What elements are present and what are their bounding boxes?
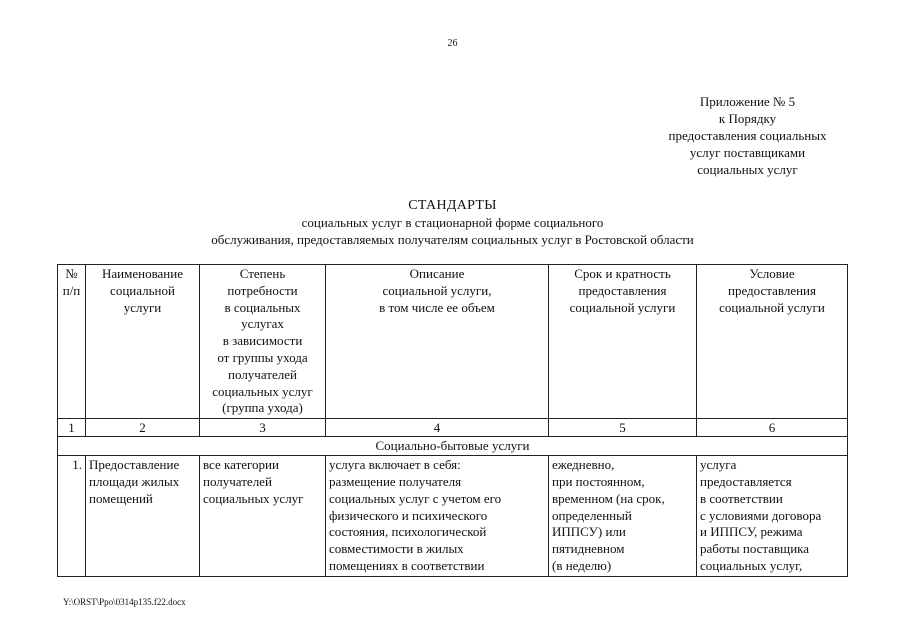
cell-text: площади жилых	[89, 473, 180, 489]
header-text: потребности	[227, 282, 298, 298]
row-service-name	[86, 456, 200, 577]
header-text: Наименование	[102, 266, 183, 281]
column-number: 1	[58, 419, 86, 437]
column-number: 5	[549, 419, 697, 437]
cell-text: предоставляется	[700, 473, 792, 489]
header-text: в том числе ее объем	[379, 299, 495, 315]
appendix-line: социальных услуг	[697, 162, 798, 177]
cell-text: с условиями договора	[700, 507, 822, 523]
header-text: услуги	[123, 299, 162, 315]
standards-table	[57, 264, 848, 577]
cell-text: все категории	[203, 457, 279, 473]
cell-text: размещение получателя	[329, 473, 462, 489]
cell-text: (в неделю)	[552, 557, 612, 573]
cell-text: и ИППСУ, режима	[700, 524, 803, 540]
header-description	[326, 265, 549, 419]
title-line: социальных услуг в стационарной форме социального	[301, 215, 604, 230]
header-text: в зависимости	[222, 333, 303, 349]
cell-text: физического и психического	[329, 507, 488, 523]
cell-text: услуга	[700, 457, 737, 473]
appendix-line: к Порядку	[718, 111, 777, 126]
header-term	[549, 265, 697, 419]
header-text: от группы ухода	[217, 349, 308, 365]
cell-text: совместимости в жилых	[329, 541, 464, 557]
cell-text: состояния, психологической	[329, 524, 487, 540]
title-main: СТАНДАРТЫ	[408, 198, 497, 213]
header-text: Условие	[749, 266, 795, 281]
row-condition	[697, 456, 848, 577]
cell-text: при постоянном,	[552, 473, 645, 489]
row-description	[326, 456, 549, 577]
appendix-line: предоставления социальных	[668, 128, 827, 143]
cell-text: Предоставление	[89, 457, 180, 473]
cell-text: пятидневном	[552, 541, 625, 557]
header-text: социальных услуг	[212, 383, 313, 399]
row-term	[549, 456, 697, 577]
file-path-footer: Y:\ORST\Ppo\0314p135.f22.docx	[63, 597, 186, 607]
column-number: 4	[326, 419, 549, 437]
appendix-line: Приложение № 5	[699, 94, 796, 109]
column-number: 2	[86, 419, 200, 437]
cell-text: ежедневно,	[552, 457, 615, 473]
table-header-row	[58, 265, 848, 419]
cell-text: получателей	[203, 473, 272, 489]
section-title: Социально-бытовые услуги	[58, 437, 848, 456]
row-number: 1.	[58, 456, 86, 577]
cell-text: услуга включает в себя:	[329, 457, 461, 473]
header-condition	[697, 265, 848, 419]
header-text: услугах	[241, 316, 284, 332]
column-number: 6	[697, 419, 848, 437]
header-number	[58, 265, 86, 419]
header-text: п/п	[62, 282, 81, 298]
header-text: социальной	[110, 282, 175, 298]
cell-text: помещениях в соответствии	[329, 557, 485, 573]
table-row	[58, 456, 848, 577]
title-line: обслуживания, предоставляемых получателям социальных услуг в Ростовской области	[211, 232, 694, 247]
appendix-block	[625, 93, 870, 178]
cell-text: ИППСУ) или	[552, 524, 626, 540]
header-text: Срок и кратность	[574, 266, 671, 281]
header-need-degree	[200, 265, 326, 419]
section-row	[58, 437, 848, 456]
header-text: социальной услуги	[569, 299, 676, 315]
appendix-line: услуг поставщиками	[689, 145, 806, 160]
column-number-row	[58, 419, 848, 437]
header-text: №	[65, 266, 78, 281]
cell-text: помещений	[89, 490, 153, 506]
header-text: в социальных	[224, 299, 301, 315]
cell-text: социальных услуг с учетом его	[329, 490, 502, 506]
cell-text: работы поставщика	[700, 541, 810, 557]
header-text: социальной услуги	[719, 299, 825, 315]
header-text: получателей	[228, 366, 297, 382]
document-title	[0, 197, 905, 248]
cell-text: в соответствии	[700, 490, 783, 506]
page-number: 26	[447, 38, 458, 49]
header-text: (группа ухода)	[222, 400, 303, 416]
header-text: предоставления	[728, 282, 816, 298]
column-number: 3	[200, 419, 326, 437]
header-text: Степень	[239, 266, 286, 281]
row-need-degree	[200, 456, 326, 577]
header-text: предоставления	[578, 282, 667, 298]
header-service-name	[86, 265, 200, 419]
cell-text: временном (на срок,	[552, 490, 665, 506]
cell-text: социальных услуг,	[700, 557, 803, 573]
cell-text: определенный	[552, 507, 632, 523]
header-text: Описание	[409, 266, 465, 281]
cell-text: социальных услуг	[203, 490, 304, 506]
header-text: социальной услуги,	[382, 282, 492, 298]
